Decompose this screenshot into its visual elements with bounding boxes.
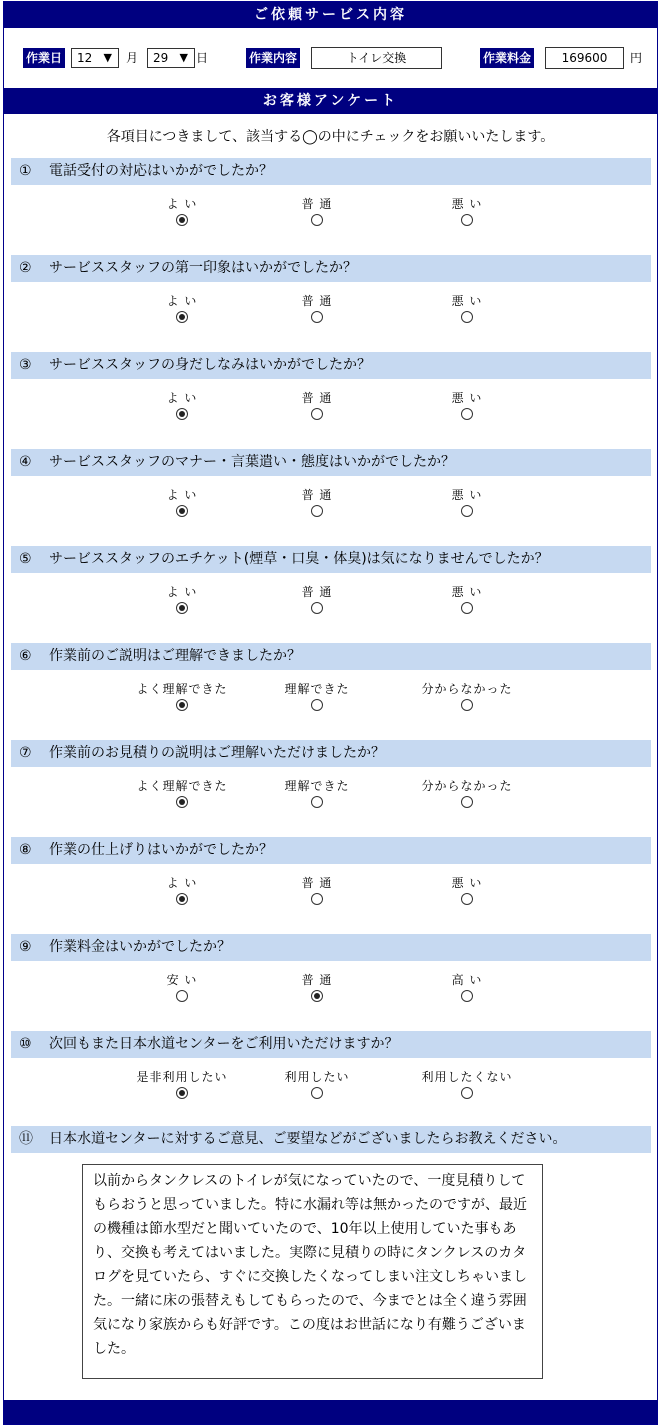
month-select[interactable] [71,48,119,68]
option-label: 高 い [451,973,483,987]
question-number: ⑪ [19,1131,33,1147]
radio-button[interactable] [311,602,323,614]
option-8-2 [257,875,377,905]
option-8-1 [122,875,242,905]
option-label: よ い [166,585,198,599]
month-value: 12 [77,51,93,65]
option-label: よ い [166,197,198,211]
option-8-3 [407,875,527,905]
survey-form [3,1,658,1425]
fee-field[interactable]: 169600 [545,47,624,69]
survey-header: お客様アンケート [4,88,657,114]
option-label: 悪 い [451,585,483,599]
radio-button[interactable] [461,796,473,808]
option-7-2 [257,778,377,808]
option-label: 是非利用したい [136,1070,228,1084]
day-value: 29 [153,51,169,65]
option-2-3 [407,293,527,323]
option-1-1 [122,196,242,226]
option-label: 悪 い [451,488,483,502]
radio-button[interactable] [311,214,323,226]
radio-button[interactable] [176,893,188,905]
option-label: よ い [166,391,198,405]
question-number: ④ [19,454,32,470]
option-label: 普 通 [301,973,333,987]
question-text: 電話受付の対応はいかがでしたか？ [49,163,273,179]
option-10-2 [257,1069,377,1099]
radio-button[interactable] [461,311,473,323]
option-5-1 [122,584,242,614]
option-label: 分からなかった [421,682,513,696]
question-text: サービススタッフのマナー・言葉遣い・態度はいかがでしたか？ [49,454,455,470]
service-header: ご依頼サービス内容 [4,2,657,28]
option-2-1 [122,293,242,323]
question-number: ③ [19,357,32,373]
radio-button[interactable] [461,1087,473,1099]
option-label: 悪 い [451,294,483,308]
option-label: よく理解できた [136,779,228,793]
question-text: 作業前のご説明はご理解できましたか？ [49,648,301,664]
option-1-3 [407,196,527,226]
option-label: 悪 い [451,197,483,211]
dropdown-arrow-icon: ▼ [179,51,188,64]
radio-button[interactable] [176,505,188,517]
content-label: 作業内容 [246,48,300,68]
option-6-1 [122,681,242,711]
question-number: ① [19,163,32,179]
comment-textarea[interactable]: 以前からタンクレスのトイレが気になっていたので、一度見積りしてもらおうと思っていました。特に水漏れ等は無かったのですが、最近の機種は節水型だと聞いていたので、10年以上使用していた事もあり、交換も考えてはいました。実際に見積りの時にタンクレスのカタログを見ていたら、すぐに交換したくなってしまい注文しちゃいました。一緒に床の張替えもしてもらったので、今までとは全く違う雰囲気になり家族からも好評です。この度はお世話になり有難うございました。 [82,1164,543,1379]
question-number: ⑦ [19,745,32,761]
radio-button[interactable] [176,408,188,420]
option-label: 分からなかった [421,779,513,793]
survey-intro: 各項目につきまして、該当する◯の中にチェックをお願いいたします。 [106,129,555,145]
radio-button[interactable] [311,311,323,323]
option-label: 理解できた [284,779,350,793]
dropdown-arrow-icon: ▼ [103,51,112,64]
radio-button[interactable] [176,1087,188,1099]
fee-unit: 円 [630,51,643,65]
option-9-3 [407,972,527,1002]
question-number: ⑥ [19,648,32,664]
option-label: 普 通 [301,197,333,211]
option-3-1 [122,390,242,420]
question-4 [11,449,651,476]
question-2 [11,255,651,282]
option-7-1 [122,778,242,808]
month-unit: 月 [126,51,139,65]
option-label: 普 通 [301,585,333,599]
radio-button[interactable] [176,602,188,614]
option-7-3 [407,778,527,808]
option-4-2 [257,487,377,517]
option-3-3 [407,390,527,420]
option-label: よ い [166,294,198,308]
question-text: 日本水道センターに対するご意見、ご要望などがございましたらお教えください。 [49,1131,567,1147]
radio-button[interactable] [311,990,323,1002]
option-2-2 [257,293,377,323]
question-9 [11,934,651,961]
question-11 [11,1126,651,1153]
radio-button[interactable] [176,796,188,808]
option-6-3 [407,681,527,711]
fee-label: 作業料金 [480,48,534,68]
radio-button[interactable] [311,796,323,808]
question-8 [11,837,651,864]
option-label: 普 通 [301,488,333,502]
option-9-2 [257,972,377,1002]
option-label: よ い [166,876,198,890]
question-text: 作業前のお見積りの説明はご理解いただけましたか？ [49,745,385,761]
radio-button[interactable] [311,1087,323,1099]
radio-button[interactable] [461,505,473,517]
radio-button[interactable] [461,990,473,1002]
radio-button[interactable] [461,408,473,420]
option-label: 悪 い [451,391,483,405]
radio-button[interactable] [311,408,323,420]
option-label: よ い [166,488,198,502]
option-4-3 [407,487,527,517]
radio-button[interactable] [461,893,473,905]
question-text: サービススタッフのエチケット(煙草・口臭・体臭)は気になりませんでしたか？ [49,551,549,567]
option-10-3 [407,1069,527,1099]
radio-button[interactable] [461,602,473,614]
option-1-2 [257,196,377,226]
question-6 [11,643,651,670]
question-text: サービススタッフの身だしなみはいかがでしたか？ [49,357,371,373]
radio-button[interactable] [311,505,323,517]
option-label: 普 通 [301,294,333,308]
option-label: 普 通 [301,876,333,890]
option-9-1 [122,972,242,1002]
option-label: 安 い [166,973,198,987]
question-5 [11,546,651,573]
option-10-1 [122,1069,242,1099]
content-field[interactable]: トイレ交換 [311,47,442,69]
question-number: ② [19,260,32,276]
option-label: 利用したくない [421,1070,513,1084]
question-3 [11,352,651,379]
question-text: 作業の仕上げりはいかがでしたか？ [49,842,273,858]
question-text: サービススタッフの第一印象はいかがでしたか？ [49,260,357,276]
option-6-2 [257,681,377,711]
radio-button[interactable] [311,893,323,905]
question-7 [11,740,651,767]
question-10 [11,1031,651,1058]
radio-button[interactable] [311,699,323,711]
radio-button[interactable] [461,214,473,226]
option-label: 普 通 [301,391,333,405]
radio-button[interactable] [176,214,188,226]
option-5-2 [257,584,377,614]
day-unit: 日 [196,51,209,65]
option-3-2 [257,390,377,420]
option-4-1 [122,487,242,517]
question-number: ⑩ [19,1036,32,1052]
option-label: よく理解できた [136,682,228,696]
date-label: 作業日 [23,48,65,68]
question-number: ⑨ [19,939,32,955]
day-select[interactable] [147,48,195,68]
question-number: ⑤ [19,551,32,567]
option-label: 理解できた [284,682,350,696]
radio-button[interactable] [176,311,188,323]
radio-button[interactable] [176,699,188,711]
radio-button[interactable] [176,990,188,1002]
question-text: 作業料金はいかがでしたか？ [49,939,231,955]
question-text: 次回もまた日本水道センターをご利用いただけますか？ [49,1036,399,1052]
question-number: ⑧ [19,842,32,858]
footer-bar [4,1400,657,1424]
option-label: 利用したい [284,1070,350,1084]
question-1 [11,158,651,185]
radio-button[interactable] [461,699,473,711]
option-5-3 [407,584,527,614]
option-label: 悪 い [451,876,483,890]
